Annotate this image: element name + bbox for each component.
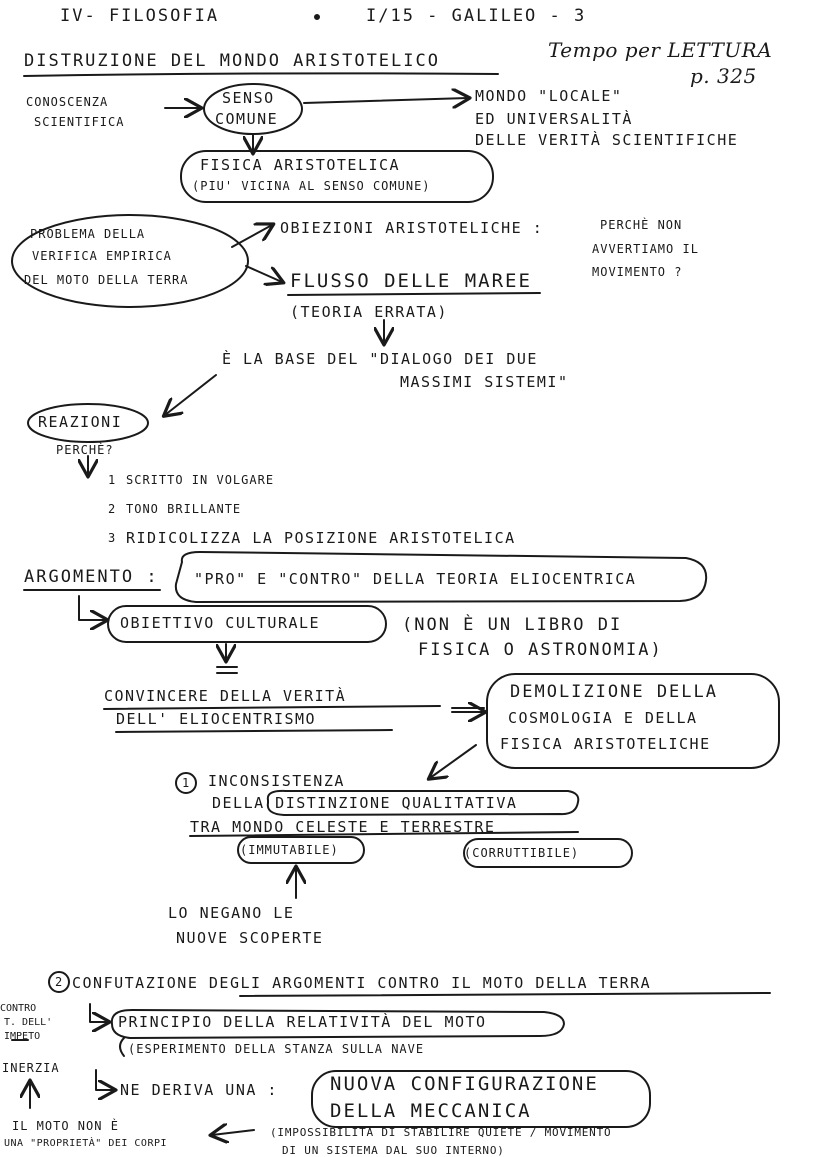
problema-line3: DEL MOTO DELLA TERRA: [24, 273, 189, 287]
incons-line2: DELLA DISTINZIONE QUALITATIVA: [212, 794, 518, 812]
demolizione-line1: DEMOLIZIONE DELLA: [510, 682, 718, 702]
negano-line2: NUOVE SCOPERTE: [176, 929, 324, 947]
nuova-line1: NUOVA CONFIGURAZIONE: [330, 1073, 599, 1095]
demolizione-line2: COSMOLOGIA E DELLA: [508, 709, 698, 727]
corruttibile-label: (CORRUTTIBILE): [464, 846, 580, 860]
argomento-connector: [79, 596, 106, 620]
arrow-convincere-demolizione: [452, 708, 484, 712]
reazioni-label: REAZIONI: [38, 413, 123, 431]
margin-line1: CONTRO: [0, 1003, 37, 1014]
confutazione-connector: [90, 1004, 108, 1022]
principio-label: PRINCIPIO DELLA RELATIVITÀ DEL MOTO: [118, 1013, 487, 1031]
eliocentrismo-underline: [116, 730, 392, 732]
negano-line1: LO NEGANO LE: [168, 904, 295, 922]
item2-text: TONO BRILLANTE: [126, 502, 242, 516]
item3-num: 3: [108, 531, 117, 545]
moto-non-line1: IL MOTO NON È: [12, 1119, 119, 1133]
arrow-problema-flusso: [246, 266, 282, 282]
confutazione-label: CONFUTAZIONE DEGLI ARGOMENTI CONTRO IL MOTO DELLA TERRA: [72, 974, 652, 992]
item1-num: 1: [108, 473, 117, 487]
impossibilita-line2: DI UN SISTEMA DAL SUO INTERNO): [282, 1144, 505, 1157]
senso-line2: COMUNE: [215, 110, 279, 128]
demolizione-line3: FISICA ARISTOTELICHE: [500, 735, 711, 753]
header-note-line2: p. 325: [690, 64, 757, 88]
arrow-demolizione-incons: [430, 745, 476, 778]
inerzia-label: INERZIA: [2, 1061, 60, 1075]
item3-text: RIDICOLIZZA LA POSIZIONE ARISTOTELICA: [126, 529, 516, 547]
item1-text: SCRITTO IN VOLGARE: [126, 473, 275, 487]
arrow-senso-mondo: [304, 98, 468, 103]
header-dot: [315, 15, 319, 19]
incons-line1: INCONSISTENZA: [208, 772, 345, 790]
mondo-line2: ED UNIVERSALITÀ: [475, 110, 633, 128]
base-line2: MASSIMI SISTEMI": [400, 373, 569, 391]
header-note-line1: Tempo per LETTURA: [548, 38, 773, 62]
header-center: I/15 - GALILEO - 3: [366, 6, 587, 26]
nuova-line2: DELLA MECCANICA: [330, 1100, 532, 1122]
header-left: IV- FILOSOFIA: [60, 6, 220, 26]
margin-line3: IMPETO: [4, 1031, 41, 1042]
incons-line3: TRA MONDO CELESTE E TERRESTRE: [190, 818, 496, 836]
non-libro-line2: FISICA O ASTRONOMIA): [418, 640, 663, 660]
ne-deriva-label: NE DERIVA UNA :: [120, 1081, 278, 1099]
mondo-line3: DELLE VERITÀ SCIENTIFICHE: [475, 131, 739, 149]
arrow-left-moto: [212, 1130, 254, 1135]
non-libro-line1: (NON È UN LIBRO DI: [402, 615, 623, 635]
problema-line2: VERIFICA EMPIRICA: [32, 249, 172, 263]
flusso-label: FLUSSO DELLE MAREE: [290, 270, 532, 292]
arrow-problema-obiezioni: [232, 225, 272, 247]
convincere-underline: [104, 706, 440, 709]
perche-label: PERCHÈ?: [56, 443, 114, 457]
base-line1: È LA BASE DEL "DIALOGO DEI DUE: [222, 350, 538, 368]
deriva-connector: [96, 1070, 114, 1090]
pro-contro-label: "PRO" E "CONTRO" DELLA TEORIA ELIOCENTRICA: [194, 570, 637, 588]
convincere-line1: CONVINCERE DELLA VERITÀ: [104, 687, 347, 705]
argomento-label: ARGOMENTO :: [24, 567, 159, 587]
esperimento-label: (ESPERIMENTO DELLA STANZA SULLA NAVE: [128, 1042, 425, 1056]
conoscenza-line1: CONOSCENZA: [26, 95, 109, 109]
num1-label: 1: [182, 776, 191, 790]
perche-non-line2: AVVERTIAMO IL: [592, 242, 699, 256]
num2-label: 2: [55, 975, 64, 989]
fisica-line1: FISICA ARISTOTELICA: [200, 156, 401, 174]
fisica-line2: (PIU' VICINA AL SENSO COMUNE): [192, 179, 431, 193]
arrow-base-reazioni: [165, 375, 216, 415]
perche-non-line3: MOVIMENTO ?: [592, 265, 683, 279]
immutabile-label: (IMMUTABILE): [240, 843, 339, 857]
item2-num: 2: [108, 502, 117, 516]
obiezioni-label: OBIEZIONI ARISTOTELICHE :: [280, 219, 544, 237]
page-title: DISTRUZIONE DEL MONDO ARISTOTELICO: [24, 51, 440, 71]
confutazione-underline: [240, 993, 770, 996]
impossibilita-line1: (IMPOSSIBILITÀ DI STABILIRE QUIETE / MOVIMENTO: [270, 1126, 612, 1139]
convincere-line2: DELL' ELIOCENTRISMO: [116, 710, 317, 728]
equals-sign: [217, 667, 237, 673]
senso-line1: SENSO: [222, 89, 275, 107]
obiettivo-label: OBIETTIVO CULTURALE: [120, 614, 321, 632]
margin-line2: T. DELL': [4, 1017, 53, 1028]
perche-non-line1: PERCHÈ NON: [600, 218, 683, 232]
teoria-errata-label: (TEORIA ERRATA): [290, 303, 448, 321]
title-underline: [24, 73, 498, 76]
conoscenza-line2: SCIENTIFICA: [34, 115, 125, 129]
moto-non-line2: UNA "PROPRIETÀ" DEI CORPI: [4, 1138, 168, 1149]
esperimento-bracket: [120, 1038, 124, 1056]
flusso-underline: [288, 293, 540, 295]
mondo-line1: MONDO "LOCALE": [475, 87, 623, 105]
problema-line1: PROBLEMA DELLA: [30, 227, 146, 241]
